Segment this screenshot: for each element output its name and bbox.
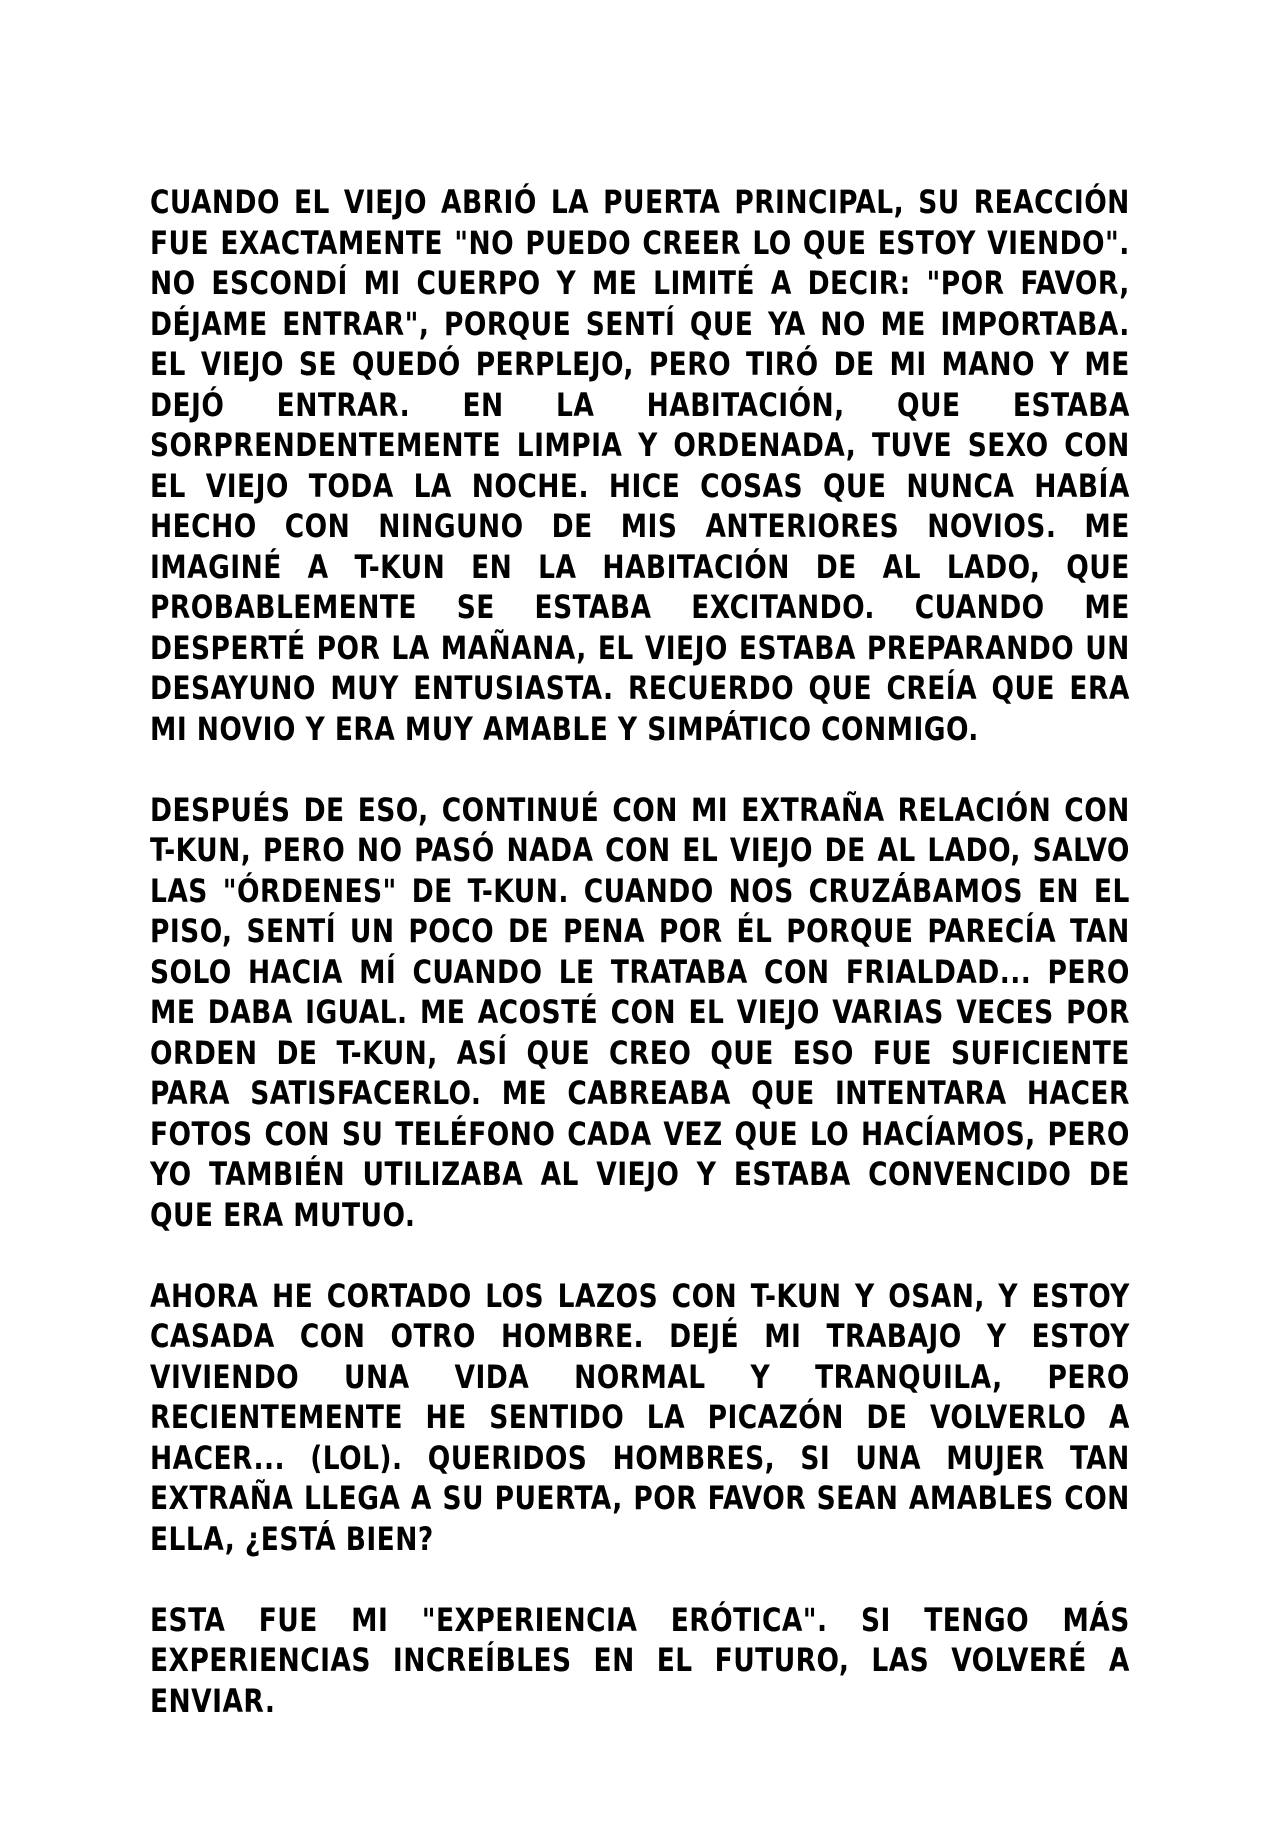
paragraph-1: CUANDO EL VIEJO ABRIÓ LA PUERTA PRINCIPAL, SU REACCIÓN FUE EXACTAMENTE "NO PUEDO CREER LO QUE ESTOY VIENDO". NO ESCONDÍ MI CUERPO Y ME LIMITÉ A DECIR: "POR FAVOR, DÉJAME ENTRAR", PORQUE SENTÍ QUE YA NO ME IMPORTABA. EL VIEJO SE QUEDÓ PERPLEJO, PERO TIRÓ DE MI MANO Y ME DEJÓ ENTRAR. EN LA HABITACIÓN, QUE ESTABA SORPRENDENTEMENTE LIMPIA Y ORDENADA, TUVE SEXO CON EL VIEJO TODA LA NOCHE. HICE COSAS QUE NUNCA HABÍA HECHO CON NINGUNO DE MIS ANTERIORES NOVIOS. ME IMAGINÉ A T-KUN EN LA HABITACIÓN DE AL LADO, QUE PROBABLEMENTE SE ESTABA EXCITANDO. CUANDO ME DESPERTÉ POR LA MAÑANA, EL VIEJO ESTABA PREPARANDO UN DESAYUNO MUY ENTUSIASTA. RECUERDO QUE CREÍA QUE ERA MI NOVIO Y ERA MUY AMABLE Y SIMPÁTICO CONMIGO.: [150, 183, 1130, 748]
paragraph-2: DESPUÉS DE ESO, CONTINUÉ CON MI EXTRAÑA RELACIÓN CON T-KUN, PERO NO PASÓ NADA CON EL VIEJO DE AL LADO, SALVO LAS "ÓRDENES" DE T-KUN. CUANDO NOS CRUZÁBAMOS EN EL PISO, SENTÍ UN POCO DE PENA POR ÉL PORQUE PARECÍA TAN SOLO HACIA MÍ CUANDO LE TRATABA CON FRIALDAD... PERO ME DABA IGUAL. ME ACOSTÉ CON EL VIEJO VARIAS VECES POR ORDEN DE T-KUN, ASÍ QUE CREO QUE ESO FUE SUFICIENTE PARA SATISFACERLO. ME CABREABA QUE INTENTARA HACER FOTOS CON SU TELÉFONO CADA VEZ QUE LO HACÍAMOS, PERO YO TAMBIÉN UTILIZABA AL VIEJO Y ESTABA CONVENCIDO DE QUE ERA MUTUO.: [150, 790, 1130, 1234]
body-text: [150, 182, 1130, 1762]
paragraph-4: ESTA FUE MI "EXPERIENCIA ERÓTICA". SI TENGO MÁS EXPERIENCIAS INCREÍBLES EN EL FUTURO, LAS VOLVERÉ A ENVIAR.: [150, 1600, 1130, 1720]
paragraph-3: AHORA HE CORTADO LOS LAZOS CON T-KUN Y OSAN, Y ESTOY CASADA CON OTRO HOMBRE. DEJÉ MI TRABAJO Y ESTOY VIVIENDO UNA VIDA NORMAL Y TRANQUILA, PERO RECIENTEMENTE HE SENTIDO LA PICAZÓN DE VOLVERLO A HACER... (LOL). QUERIDOS HOMBRES, SI UNA MUJER TAN EXTRAÑA LLEGA A SU PUERTA, POR FAVOR SEAN AMABLES CON ELLA, ¿ESTÁ BIEN?: [150, 1276, 1130, 1558]
